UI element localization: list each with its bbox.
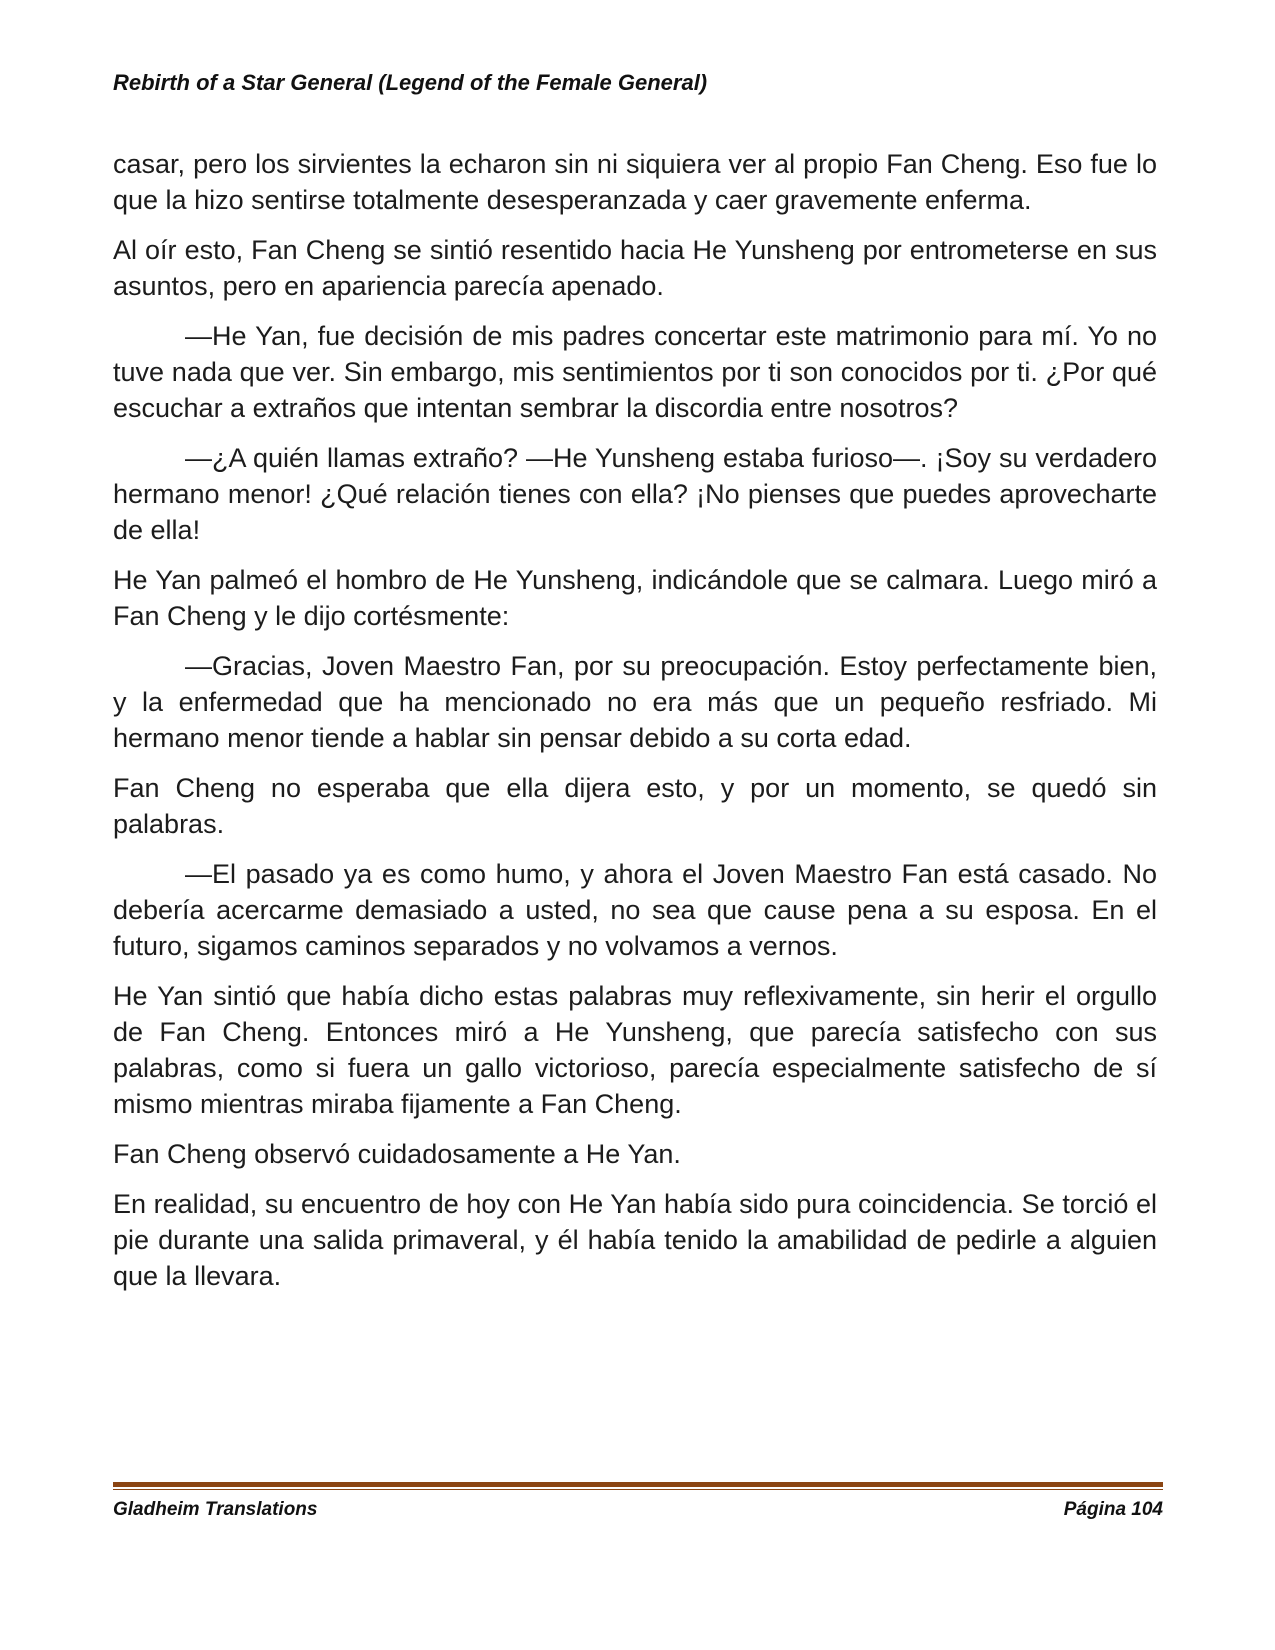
page-header-title: Rebirth of a Star General (Legend of the Female General) bbox=[113, 70, 708, 95]
paragraph: En realidad, su encuentro de hoy con He Yan había sido pura coincidencia. Se torció el pie durante una salida primaveral, y él había tenido la amabilidad de pedirle a alguien que la llevara. bbox=[113, 1189, 1157, 1291]
footer-page-number: Página 104 bbox=[1063, 1499, 1163, 1520]
footer-publisher: Gladheim Translations bbox=[113, 1499, 318, 1520]
paragraph: Fan Cheng observó cuidadosamente a He Yan. bbox=[113, 1139, 681, 1169]
paragraph: He Yan sintió que había dicho estas palabras muy reflexivamente, sin herir el orgullo de Fan Cheng. Entonces miró a He Yunsheng, que parecía satisfecho con sus palabras, como si fuera un gallo victorioso, parecía especialmente satisfecho de sí mismo mientras miraba fijamente a Fan Cheng. bbox=[113, 981, 1157, 1119]
paragraph: casar, pero los sirvientes la echaron sin ni siquiera ver al propio Fan Cheng. Eso fue lo que la hizo sentirse totalmente desesperanzada y caer gravemente enferma. bbox=[113, 149, 1157, 215]
paragraph-dialogue: —He Yan, fue decisión de mis padres concertar este matrimonio para mí. Yo no tuve nada que ver. Sin embargo, mis sentimientos por ti son conocidos por ti. ¿Por qué escuchar a extraños que intentan sembrar la discordia entre nosotros? bbox=[113, 321, 1157, 423]
footer-divider bbox=[113, 1482, 1163, 1487]
body-text bbox=[113, 146, 1157, 1308]
paragraph-dialogue: —¿A quién llamas extraño? —He Yunsheng estaba furioso—. ¡Soy su verdadero hermano menor! ¿Qué relación tienes con ella? ¡No pienses que puedes aprovecharte de ella! bbox=[113, 443, 1157, 545]
paragraph-dialogue: —El pasado ya es como humo, y ahora el Joven Maestro Fan está casado. No debería acercarme demasiado a usted, no sea que cause pena a su esposa. En el futuro, sigamos caminos separados y no volvamos a vernos. bbox=[113, 859, 1157, 961]
paragraph-dialogue: —Gracias, Joven Maestro Fan, por su preocupación. Estoy perfectamente bien, y la enfermedad que ha mencionado no era más que un pequeño resfriado. Mi hermano menor tiende a hablar sin pensar debido a su corta edad. bbox=[113, 651, 1157, 753]
paragraph: He Yan palmeó el hombro de He Yunsheng, indicándole que se calmara. Luego miró a Fan Cheng y le dijo cortésmente: bbox=[113, 565, 1157, 631]
footer-divider-thin bbox=[113, 1489, 1163, 1490]
paragraph: Fan Cheng no esperaba que ella dijera esto, y por un momento, se quedó sin palabras. bbox=[113, 773, 1157, 839]
paragraph: Al oír esto, Fan Cheng se sintió resentido hacia He Yunsheng por entrometerse en sus asuntos, pero en apariencia parecía apenado. bbox=[113, 235, 1157, 301]
